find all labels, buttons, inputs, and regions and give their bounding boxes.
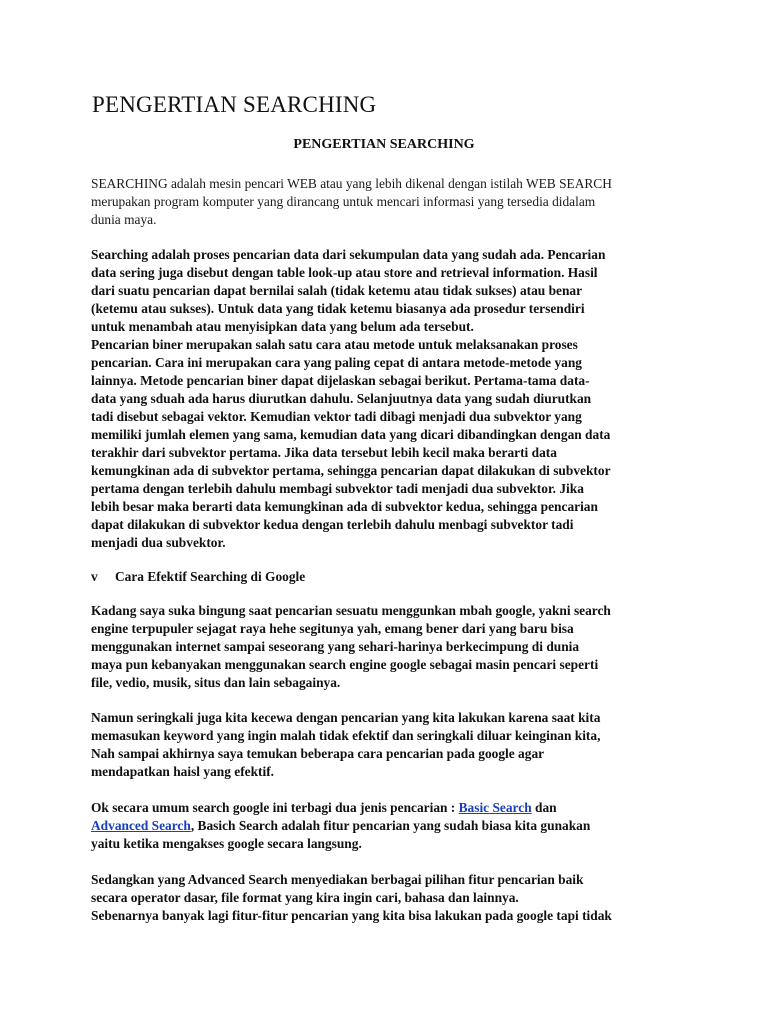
bullet-heading	[91, 568, 691, 586]
bullet-heading-text: Cara Efektif Searching di Google	[115, 569, 306, 584]
text-line: dari suatu pencarian dapat bernilai salah (tidak ketemu atau tidak sukses) atau benar	[91, 283, 583, 298]
text-line: lebih besar maka berarti data kemungkinan ada di subvektor kedua, sehingga pencarian	[91, 499, 598, 514]
text-segment: dan	[531, 800, 557, 815]
text-line: kemungkinan ada di subvektor pertama, sehingga pencarian dapat dilakukan di subvektor	[91, 463, 611, 478]
text-line: Namun seringkali juga kita kecewa dengan pencarian yang kita lakukan karena saat kita	[91, 710, 601, 725]
text-line: (ketemu atau sukses). Untuk data yang tidak ketemu biasanya ada prosedur tersendiri	[91, 301, 585, 316]
page-title: PENGERTIAN SEARCHING	[92, 92, 377, 117]
text-line: pencarian. Cara ini merupakan cara yang paling cepat di antara metode-metode yang	[91, 355, 582, 370]
text-line: menggunakan internet sampai seseorang yang sehari-harinya berkecimpung di dunia	[91, 639, 580, 654]
advanced-search-link[interactable]: Advanced Search	[91, 818, 191, 833]
text-line: untuk menambah atau menyisipkan data yang belum ada tersebut.	[91, 319, 474, 334]
text-line: yaitu ketika mengakses google secara langsung.	[91, 836, 362, 851]
text-line: Sebenarnya banyak lagi fitur-fitur pencarian yang kita bisa lakukan pada google tapi tidak	[91, 908, 612, 923]
google-intro-paragraph	[91, 602, 691, 692]
text-segment: , Basich Search adalah fitur pencarian yang sudah biasa kita gunakan	[190, 818, 591, 833]
text-line: data yang sduah ada harus diurutkan dahulu. Selanjuutnya data yang sudah diurutkan	[91, 391, 592, 406]
text-line: Sedangkan yang Advanced Search menyediakan berbagai pilihan fitur pencarian baik	[91, 872, 584, 887]
intro-paragraph	[91, 175, 691, 229]
text-line: Nah sampai akhirnya saya temukan beberapa cara pencarian pada google agar	[91, 746, 545, 761]
text-line: engine terpupuler sejagat raya hehe segitunya yah, emang bener dari yang baru bisa	[91, 621, 574, 636]
text-line: SEARCHING adalah mesin pencari WEB atau yang lebih dikenal dengan istilah WEB SEARCH	[91, 176, 612, 191]
text-line: Kadang saya suka bingung saat pencarian sesuatu menggunkan mbah google, yakni search	[91, 603, 611, 618]
advanced-search-paragraph	[91, 871, 691, 925]
bullet-marker: v	[91, 569, 98, 584]
text-line: menjadi dua subvektor.	[91, 535, 226, 550]
text-line: dapat dilakukan di subvektor kedua dengan terlebih dahulu menbagi subvektor tadi	[91, 517, 574, 532]
text-line: maya pun kebanyakan menggunakan search engine google sebagai masin pencari seperti	[91, 657, 599, 672]
text-line: secara operator dasar, file format yang kira ingin cari, bahasa dan lainnya.	[91, 890, 519, 905]
text-line: merupakan program komputer yang dirancang untuk mencari informasi yang tersedia didalam	[91, 194, 596, 209]
bullet-heading-line	[91, 568, 691, 586]
text-line: tadi disebut sebagai vektor. Kemudian vektor tadi dibagi menjadi dua subvektor yang	[91, 409, 582, 424]
keyword-paragraph	[91, 709, 691, 781]
text-line: mendapatkan haisl yang efektif.	[91, 764, 275, 779]
basic-search-link[interactable]: Basic Search	[458, 800, 532, 815]
text-line: terakhir dari subvektor pertama. Jika data tersebut lebih kecil maka berarti data	[91, 445, 557, 460]
text-line	[91, 799, 691, 817]
text-line: pertama dengan terlebih dahulu membagi subvektor tadi menjadi dua subvektor. Jika	[91, 481, 584, 496]
text-line: memasukan keyword yang ingin malah tidak efektif dan seringkali diluar keinginan kita,	[91, 728, 601, 743]
text-line: dunia maya.	[91, 212, 157, 227]
text-line: memiliki jumlah elemen yang sama, kemudian data yang dicari dibandingkan dengan data	[91, 427, 611, 442]
page-subtitle: PENGERTIAN SEARCHING	[293, 137, 475, 152]
text-line: file, vedio, musik, situs dan lain sebagainya.	[91, 675, 341, 690]
searching-definition-paragraph	[91, 246, 691, 552]
text-line: data sering juga disebut dengan table look-up atau store and retrieval information. Hasil	[91, 265, 598, 280]
text-line: Pencarian biner merupakan salah satu cara atau metode untuk melaksanakan proses	[91, 337, 578, 352]
text-line: Searching adalah proses pencarian data dari sekumpulan data yang sudah ada. Pencarian	[91, 247, 606, 262]
search-types-paragraph	[91, 799, 691, 853]
text-segment: Ok secara umum search google ini terbagi dua jenis pencarian :	[91, 800, 459, 815]
text-line	[91, 817, 691, 835]
text-line: lainnya. Metode pencarian biner dapat dijelaskan sebagai berikut. Pertama-tama data-	[91, 373, 590, 388]
